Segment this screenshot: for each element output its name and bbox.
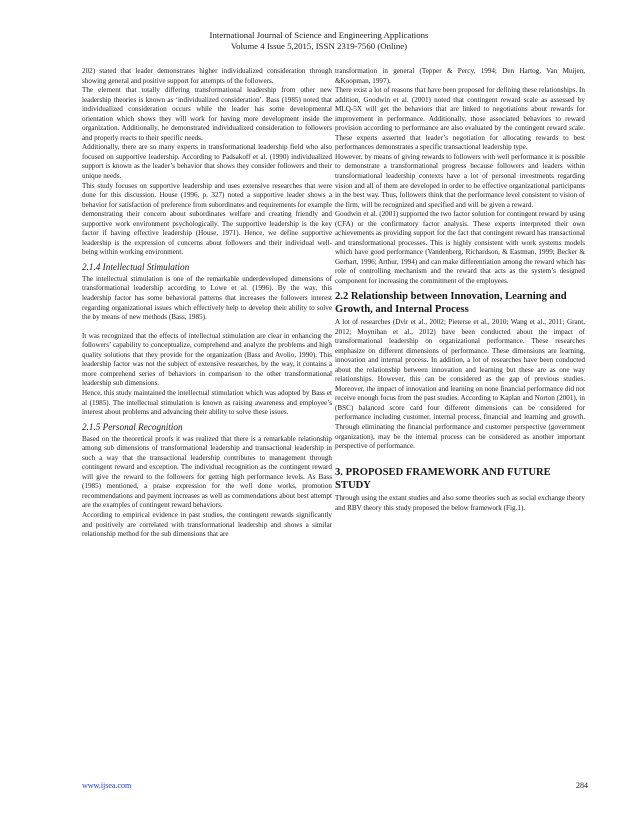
body-paragraph: Hence, this study maintained the intellectual stimulation which was adopted by Bass et al (1985). The intellectual stimulation is known as raising awareness and employee’s interest about problems and advancing their ability to solve these issues. bbox=[82, 388, 332, 417]
subsection-heading: 2.1.4 Intellectual Stimulation bbox=[82, 261, 190, 272]
body-paragraph: The intellectual stimulation is one of the remarkable underdeveloped dimensions of transformational leadership according to Lowe et al. (1996). By the way, this leadership factor has some behavioral patterns that increases the followers interest regarding organizational issues which effectively help to develop their ability to solve the by means of new methods (Bass, 1985). bbox=[82, 274, 332, 322]
body-paragraph: Based on the theoretical proofs it was realized that there is a remarkable relationship among sub dimensions of transformational leadership and transactional leadership in such a way that the transactional leadership contributes to management through contingent reward and exception. The individual recognition as the contingent reward will give the reward to the followers for getting high performance levels. As Bass (1985) mentioned, a praise expression for the well done works, promotion recommendations and payment increases as well as commendations about best attempt are the examples of contingent reward behaviors. bbox=[82, 434, 332, 510]
body-paragraph: The element that totally differing transformational leadership from other new leadership theories is known as ‘individualized consideration’. Bass (1985) noted that individualized consideration occurs while the leader has some developmental orientation which shows they will work for having more development inside the organization. Additionally, he demonstrated individualized consideration to followers and properly reacts to their specific needs. bbox=[82, 86, 332, 142]
body-paragraph: A lot of researches (Dvir et al., 2002; Pieterse et al., 2010; Wang et al., 2011; Grant, 2012; Moynihan et al., 2012) have been conducted about the impact of transformational leadership on organizational performance. These researches emphasize on different dimensions of performance. These dimensions are learning, innovation and internal process. In addition, a lot of researches have been conducted about the relationship between innovation and learning but these are as one way relationships. However, this can be considered as the gap of previous studies. Moreover, the impact of innovation and learning on none financial performance did not receive enough focus from the past studies. According to Kaplan and Norton (2001), in (BSC) balanced score card four different dimensions can be considered for performance including customer, internal process, financial and learning and growth. Through eliminating the financial performance and customer perspective (government organization), may be the internal process can be considered as another important perspective of performance. bbox=[335, 317, 585, 451]
body-paragraph: It was recognized that the effects of intellectual stimulation are clear in enhancing the followers’ capability to conceptualize, comprehend and analyze the problems and high quality solutions that they provide for the organization (Bass and Avolio, 1990). This leadership factor was not the subject of extensive researches, by the way, it contains a more comprehend series of behaviors in comparison to the other transformational leadership sub dimensions. bbox=[82, 331, 332, 388]
footer bbox=[82, 781, 588, 791]
journal-title: International Journal of Science and Engineering Applications bbox=[209, 30, 429, 40]
body-paragraph: There exist a lot of reasons that have been proposed for defining these relationships. In addition, Goodwin et al. (2001) noted that contingent reward scale as assessed by MLQ-5X will get the behaviors that are linked to negotiations about rewards for improvement in performance. Additionally, those associated behaviors to reward provision according to performance are also evaluated by the contingent reward scale. These experts asserted that leader’s negotiation for allocating rewards to best performances demonstrates a specific transactional leadership type. bbox=[335, 86, 585, 152]
body-paragraph: This study focuses on supportive leadership and uses extensive researches that were done for this discussion. House (1996, p. 327) noted a supportive leader shows a behavior for satisfaction of preference from subordinates and requirements for example demonstrating their concern about subordinates welfare and creating friendly and supportive work environment psychologically. The supportive leadership is the key factor if having effective leadership (House, 1971). Hence, we define supportive leadership is the expression of concerns about followers and their individual well- being within working environment. bbox=[82, 181, 332, 257]
body-paragraph: transformation in general (Tepper & Percy, 1994; Den Hartog, Van Muijen, &Koopman, 1997). bbox=[335, 67, 585, 85]
running-header bbox=[0, 30, 638, 52]
subsection-heading: 2.1.5 Personal Recognition bbox=[82, 421, 183, 432]
body-paragraph: Through using the extant studies and also some theories such as social exchange theory and RBV theory this study proposed the below framework (Fig.1). bbox=[335, 494, 585, 512]
section-heading: 2.2 Relationship between Innovation, Learning and Growth, and Internal Process bbox=[335, 290, 567, 315]
body-paragraph: 202) stated that leader demonstrates higher individualized consideration through showing general and positive support for attempts of the followers. bbox=[82, 67, 332, 85]
body-paragraph: Additionally, there are so many experts in transformational leadership field who also focused on supportive leadership. According to Padsakoff et al. (1990) individualized support is known as the leader’s behavior that shows they consider followers and their unique needs. bbox=[82, 143, 332, 181]
left-column bbox=[82, 67, 332, 540]
volume-info: Volume 4 Issue 5,2015, ISSN 2319-7560 (Online) bbox=[230, 41, 408, 51]
body-paragraph: However, by means of giving rewards to followers with well performance it is possible to demonstrate a transformational progress because followers and leaders within transformational leadership contexts have a lot of personal investments regarding vision and all of them are developed in order to be effective organizational participants in the best way. Thus, followers think that the performance level consistent to vision of the firm, will be recognized and specified and will be given a reward. bbox=[335, 152, 585, 209]
journal-url-link[interactable]: www.ijsea.com bbox=[82, 781, 132, 790]
body-paragraph: Goodwin et al. (2001) supported the two factor solution for contingent reward by using (CFA) or the confirmatory factor analysis. These experts interpreted their own achievements as providing support for the fact that contingent reward has transactional and transformational processes. This is highly consistent with work systems models which have good performance (Vandenberg, Richardson, & Eastman, 1999; Becker & Gerhart, 1996; Arthur, 1994) and can make differentiation among the reward which has role of controlling mechanism and the reward that acts as the system’s designed component for increasing the commitment of the employees. bbox=[335, 210, 585, 286]
section-heading: 3. PROPOSED FRAMEWORK AND FUTURE STUDY bbox=[335, 466, 551, 491]
page-number: 284 bbox=[576, 781, 588, 790]
body-paragraph: According to empirical evidence in past studies, the contingent rewards significantly and positively are correlated with transformational leadership and shows a similar relationship method for the sub dimensions that are bbox=[82, 510, 332, 539]
right-column bbox=[335, 67, 585, 513]
